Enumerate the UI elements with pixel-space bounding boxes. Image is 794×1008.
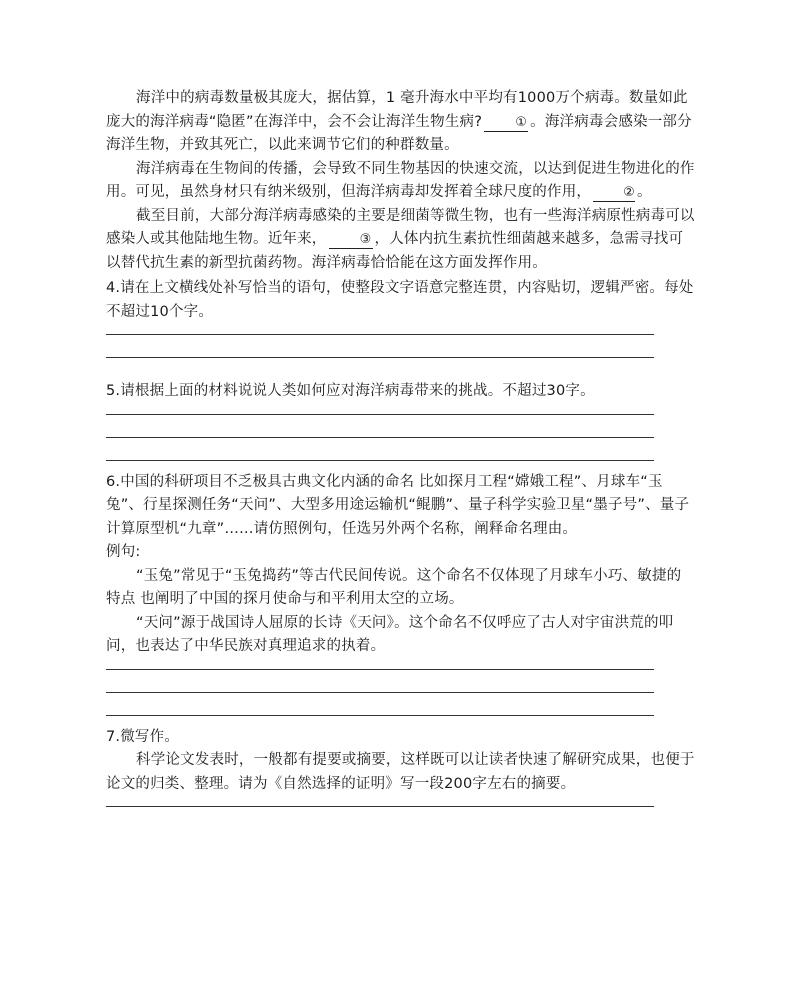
question-7-title: 7.微写作。	[106, 728, 180, 745]
example-sentence-2: “天问”源于战国诗人屈原的长诗《天问》。这个命名不仅呼应了古人对宇宙洪荒的叩问，也表达了中华民族对真理追求的执着。	[106, 614, 674, 654]
answer-line	[106, 692, 654, 693]
passage-paragraph-2	[106, 158, 696, 205]
answer-line	[106, 806, 654, 807]
passage-p3-text-a: 截至目前，大部分海洋病毒感染的主要是细菌等微生物，也有一些海洋病原性病毒可以感染人或其他陆地生物。近年来，	[106, 207, 695, 247]
question-7-text: 科学论文发表时，一般都有提要或摘要，这样既可以让读者快速了解研究成果，也便于论文的归类、整理。请为《自然选择的证明》写一段200字左右的摘要。	[106, 752, 695, 792]
blank-3: ③	[329, 232, 373, 249]
answer-line	[106, 715, 654, 716]
blank-1: ①	[484, 115, 528, 132]
example-label: 例句:	[106, 544, 141, 560]
passage-p2-text-b: 。	[636, 184, 652, 200]
question-6: 6.中国的科研项目不乏极具古典文化内涵的命名 比如探月工程“嫦娥工程”、月球车“玉兔”、行星探测任务“天问”、大型多用途运输机“鲲鹏”、量子科学实验卫星“墨子号”、量子计算原型机“九章”……请仿照例句，任选另外两个名称，阐释命名理由。	[106, 473, 690, 537]
blank-2: ②	[593, 185, 635, 202]
passage-p3-text-b: ，人体内抗生素抗性细菌越来越多，急需寻找可以替代抗生素的新型抗菌药物。海洋病毒恰恰能在这方面发挥作用。	[106, 231, 684, 271]
answer-line	[106, 669, 654, 670]
answer-line	[106, 334, 654, 335]
q4-answer-area[interactable]	[106, 334, 696, 358]
passage-p1-text-b: 。海洋病毒会感染一部分海洋生物，并致其死亡，以此来调节它们的种群数量。	[106, 113, 692, 153]
passage-paragraph-3	[106, 205, 696, 276]
passage-p1-text-a: 海洋中的病毒数量极其庞大，据估算，1 毫升海水中平均有1000万个病毒。数量如此庞大的海洋病毒“隐匿”在海洋中，会不会让海洋生物生病?	[106, 90, 688, 130]
passage-paragraph-1	[106, 87, 696, 158]
answer-line	[106, 357, 654, 358]
question-5: 5.请根据上面的材料说说人类如何应对海洋病毒带来的挑战。不超过30字。	[106, 383, 595, 399]
passage-p2-text-a: 海洋病毒在生物间的传播，会导致不同生物基因的快速交流，以达到促进生物进化的作用。可见，虽然身材只有纳米级别，但海洋病毒却发挥着全球尺度的作用，	[106, 160, 695, 200]
q6-answer-area[interactable]	[106, 669, 696, 716]
document-content	[106, 87, 696, 829]
answer-line	[106, 414, 654, 415]
example-sentence-1: “玉兔”常见于“玉兔捣药”等古代民间传说。这个命名不仅体现了月球车小巧、敏捷的特点 也阐明了中国的探月使命与和平利用太空的立场。	[106, 567, 682, 607]
q5-answer-area[interactable]	[106, 414, 696, 461]
answer-line	[106, 460, 654, 461]
answer-line	[106, 437, 654, 438]
question-4: 4.请在上文横线处补写恰当的语句，使整段文字语意完整连贯，内容贴切，逻辑严密。每处不超过10个字。	[106, 280, 694, 320]
q7-answer-area[interactable]	[106, 806, 696, 807]
